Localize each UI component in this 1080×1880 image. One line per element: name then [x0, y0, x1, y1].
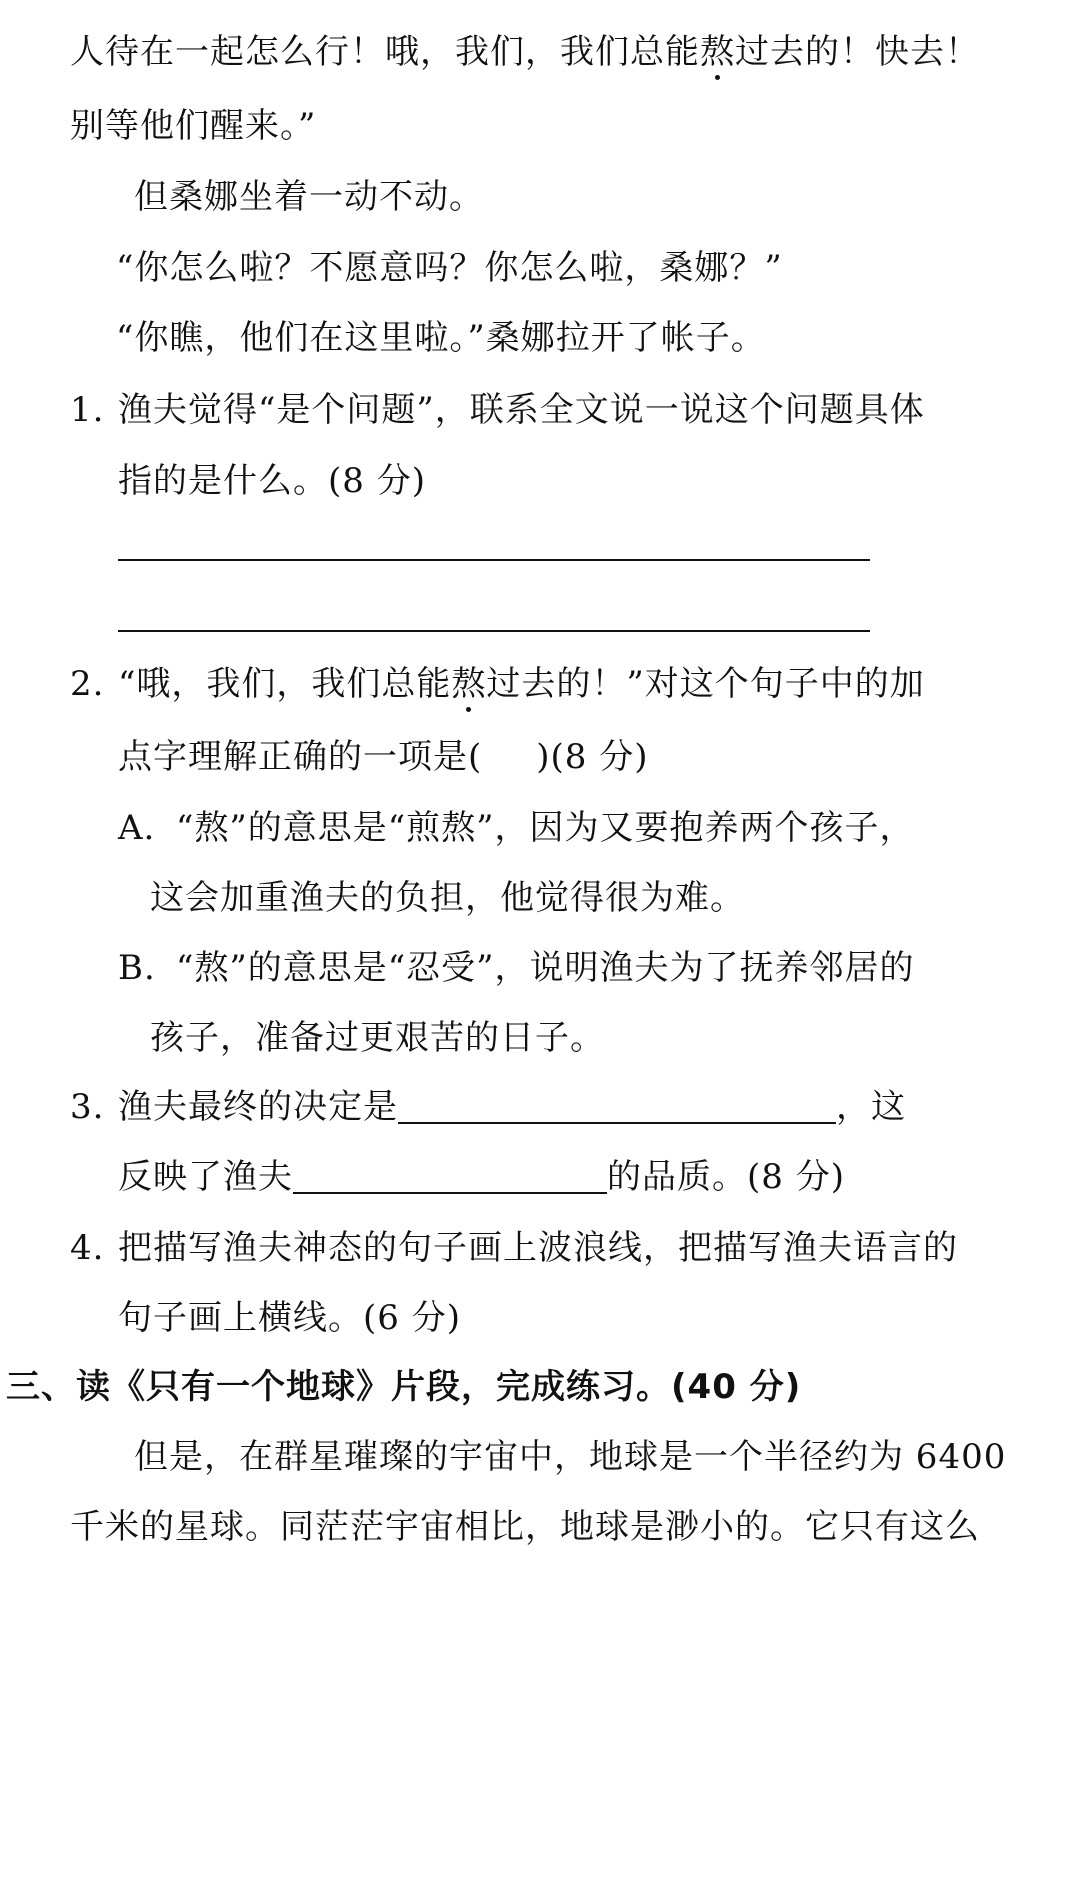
passage-line: 人待在一起怎么行！哦，我们，我们总能熬过去的！快去！ — [70, 32, 980, 72]
fill-blank-decision[interactable] — [398, 1088, 836, 1124]
question-4-text: 把描写渔夫神态的句子画上波浪线，把描写渔夫语言的 — [118, 1228, 958, 1268]
answer-line[interactable] — [118, 559, 870, 561]
question-3-number: 3. — [70, 1087, 105, 1127]
answer-line[interactable] — [118, 630, 870, 632]
question-1-number: 1. — [70, 390, 105, 430]
question-3-text: 反映了渔夫 的品质。(8 分) — [118, 1157, 845, 1197]
question-2-number: 2. — [70, 664, 105, 704]
section-3-paragraph: 但是，在群星璀璨的宇宙中，地球是一个半径约为 6400 — [134, 1437, 1007, 1477]
option-a[interactable]: A. “熬”的意思是“煎熬”，因为又要抱养两个孩子， — [118, 808, 915, 848]
passage-line: “你瞧，他们在这里啦。”桑娜拉开了帐子。 — [116, 318, 766, 358]
question-3-text: 渔夫最终的决定是 ，这 — [118, 1087, 906, 1127]
option-a-continued: 这会加重渔夫的负担，他觉得很为难。 — [150, 878, 745, 918]
question-4-number: 4. — [70, 1228, 105, 1268]
emphasis-dot-char: 熬 — [451, 664, 487, 704]
passage-line: 但桑娜坐着一动不动。 — [134, 177, 484, 217]
question-4-text: 句子画上横线。(6 分) — [118, 1298, 461, 1338]
question-1-text: 指的是什么。(8 分) — [118, 461, 426, 501]
passage-line: “你怎么啦？不愿意吗？你怎么啦，桑娜？” — [116, 248, 783, 288]
section-3-paragraph: 千米的星球。同茫茫宇宙相比，地球是渺小的。它只有这么 — [70, 1507, 980, 1547]
question-1-text: 渔夫觉得“是个问题”，联系全文说一说这个问题具体 — [118, 390, 925, 430]
fill-blank-quality[interactable] — [293, 1158, 607, 1194]
option-b-continued: 孩子，准备过更艰苦的日子。 — [150, 1018, 605, 1058]
emphasis-dot-char: 熬 — [700, 32, 735, 72]
option-b-label: B. — [118, 948, 156, 988]
question-2-text: 点字理解正确的一项是( )(8 分) — [118, 737, 649, 777]
option-a-label: A. — [118, 808, 156, 848]
option-b[interactable]: B. “熬”的意思是“忍受”，说明渔夫为了抚养邻居的 — [118, 948, 915, 988]
section-3-heading: 三、读《只有一个地球》片段，完成练习。(40 分) — [6, 1367, 802, 1407]
question-2-text: “哦，我们，我们总能熬过去的！”对这个句子中的加 — [118, 664, 925, 704]
passage-line: 别等他们醒来。” — [70, 106, 317, 146]
